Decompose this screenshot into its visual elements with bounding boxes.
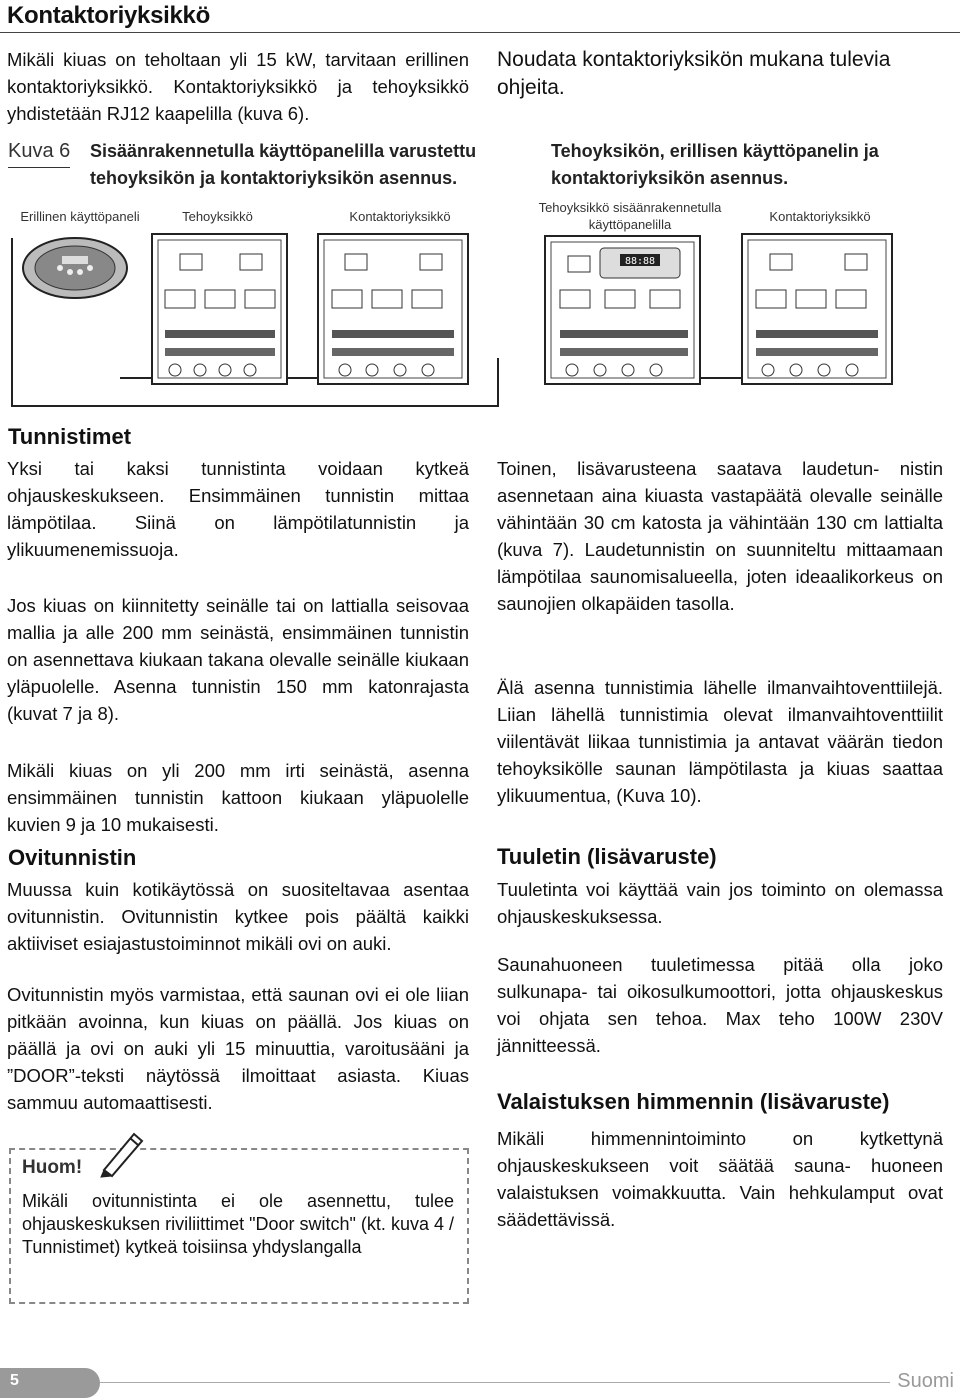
label-contactor-unit: Kontaktoriyksikkö <box>349 209 451 224</box>
note-title: Huom! <box>22 1157 83 1178</box>
fan-p2: Saunahuoneen tuuletimessa pitää olla joko sulkunapa- tai oikosulkumoottori, jotta ohjauskeskus voi ohjata sen tehoa. Max teho 100W 230V jännitteessä. <box>497 954 943 1056</box>
figure-caption-left: Sisäänrakennetulla käyttöpanelilla varustettu tehoyksikön ja kontaktoriyksikön asennus. <box>90 141 477 188</box>
label-separate-panel: Erillinen käyttöpaneli <box>20 209 140 224</box>
right-p1: Toinen, lisävarusteena saatava laudetun- nistin asennetaan aina kiuasta vastapäätä olevalle seinälle vähintään 30 cm katosta ja vähintään 130 cm lattialta (kuva 7). Laudetunnistin on suunniteltu mittaamaan lämpötilaa saunomisalueella, joten ideaalikorkeus on saunojien olkapäiden tasolla. <box>497 458 943 614</box>
figure-caption-right: Tehoyksikön, erillisen käyttöpanelin ja kontaktoriyksikön asennus. <box>551 141 879 188</box>
sensors-p1: Yksi tai kaksi tunnistinta voidaan kytkeä ohjauskeskukseen. Ensimmäinen tunnistin mittaa lämpötilaa. Siinä on lämpötilatunnistin ja ylikuumenemissuoja. <box>7 458 469 560</box>
right-p2: Älä asenna tunnistimia lähelle ilmanvaihtoventtiilejä. Liian lähellä tunnistimia olevat ilmanvaihtoventtiilit viilentävät liikaa tunnistimia ja antavat väärän tiedon tehoyksikölle saunan lämpötilasta ja kiuas saattaa ylikuumentua, (Kuva 10). <box>497 677 943 806</box>
footer-line <box>100 1382 890 1383</box>
fan-p1: Tuuletinta voi käyttää vain jos toiminto on olemassa ohjauskeskuksessa. <box>497 879 943 927</box>
dimmer-p1: Mikäli himmennintoiminto on kytkettynä ohjauskeskukseen voit säätää sauna- huoneen valaistuksen voimakkuutta. Vain hehkulamput ovat säädettävissä. <box>497 1128 943 1230</box>
door-sensor-p1: Muussa kuin kotikäytössä on suositeltavaa asentaa ovitunnistin. Ovitunnistin kytkee pois päältä kaikki aktiiviset esiajastustoiminnot mikäli ovi on auki. <box>7 879 469 954</box>
label-power-unit-builtin: Tehoyksikkö sisäänrakennetulla käyttöpanelilla <box>538 200 722 232</box>
contactor-unit-icon <box>318 234 468 384</box>
fan-heading: Tuuletin (lisävaruste) <box>497 844 717 869</box>
right-intro: Noudata kontaktoriyksikön mukana tulevia ohjeita. <box>497 48 891 99</box>
page-title: Kontaktoriyksikkö <box>7 2 210 29</box>
separate-control-panel-icon <box>23 238 127 298</box>
display-digits: 88:88 <box>624 256 656 267</box>
dimmer-heading: Valaistuksen himmennin (lisävaruste) <box>497 1089 890 1114</box>
footer-language: Suomi <box>897 1370 954 1392</box>
door-sensor-heading: Ovitunnistin <box>8 845 137 870</box>
sensors-heading: Tunnistimet <box>8 424 132 449</box>
figure-label: Kuva 6 <box>8 140 70 168</box>
label-contactor-unit-2: Kontaktoriyksikkö <box>769 209 871 224</box>
label-power-unit: Tehoyksikkö <box>182 209 253 224</box>
page-number: 5 <box>10 1372 19 1389</box>
wiring-figure <box>0 228 960 410</box>
power-unit-icon <box>152 234 287 384</box>
intro-paragraph: Mikäli kiuas on teholtaan yli 15 kW, tarvitaan erillinen kontaktoriyksikkö. Kontaktoriyksikkö ja tehoyksikkö yhdistetään RJ12 kaapelilla (kuva 6). <box>7 49 469 124</box>
sensors-p3: Mikäli kiuas on yli 200 mm irti seinästä, asenna ensimmäinen tunnistin kattoon kiukaan yläpuolelle kuvien 9 ja 10 mukaisesti. <box>7 760 469 835</box>
sensors-p2: Jos kiuas on kiinnitetty seinälle tai on lattialla seisovaa mallia ja alle 200 mm seinästä, ensimmäinen tunnistin on asennettava kiukaan takana olevalle seinälle kiukaan yläpuolelle. Asenna tunnistin 150 mm katonrajasta (kuvat 7 ja 8). <box>7 595 469 724</box>
note-text: Mikäli ovitunnistinta ei ole asennettu, tulee ohjauskeskuksen riviliittimet "Door switch" (kt. kuva 4 / Tunnistimet) kytkeä toisiinsa yhdyslangalla <box>22 1191 454 1257</box>
contactor-unit-2-icon <box>742 234 892 384</box>
door-sensor-p2: Ovitunnistin myös varmistaa, että saunan ovi ei ole liian pitkään avoinna, kun kiuas on päällä. Jos kiuas on päällä ja ovi on auki yli 15 minuuttia, varoitusääni ja ”DOOR”-teksti näytössä ilmoittaat asiasta. Kiuas sammuu automaattisesti. <box>7 984 469 1113</box>
pencil-icon <box>96 1126 146 1178</box>
power-unit-builtin-icon <box>545 236 700 384</box>
